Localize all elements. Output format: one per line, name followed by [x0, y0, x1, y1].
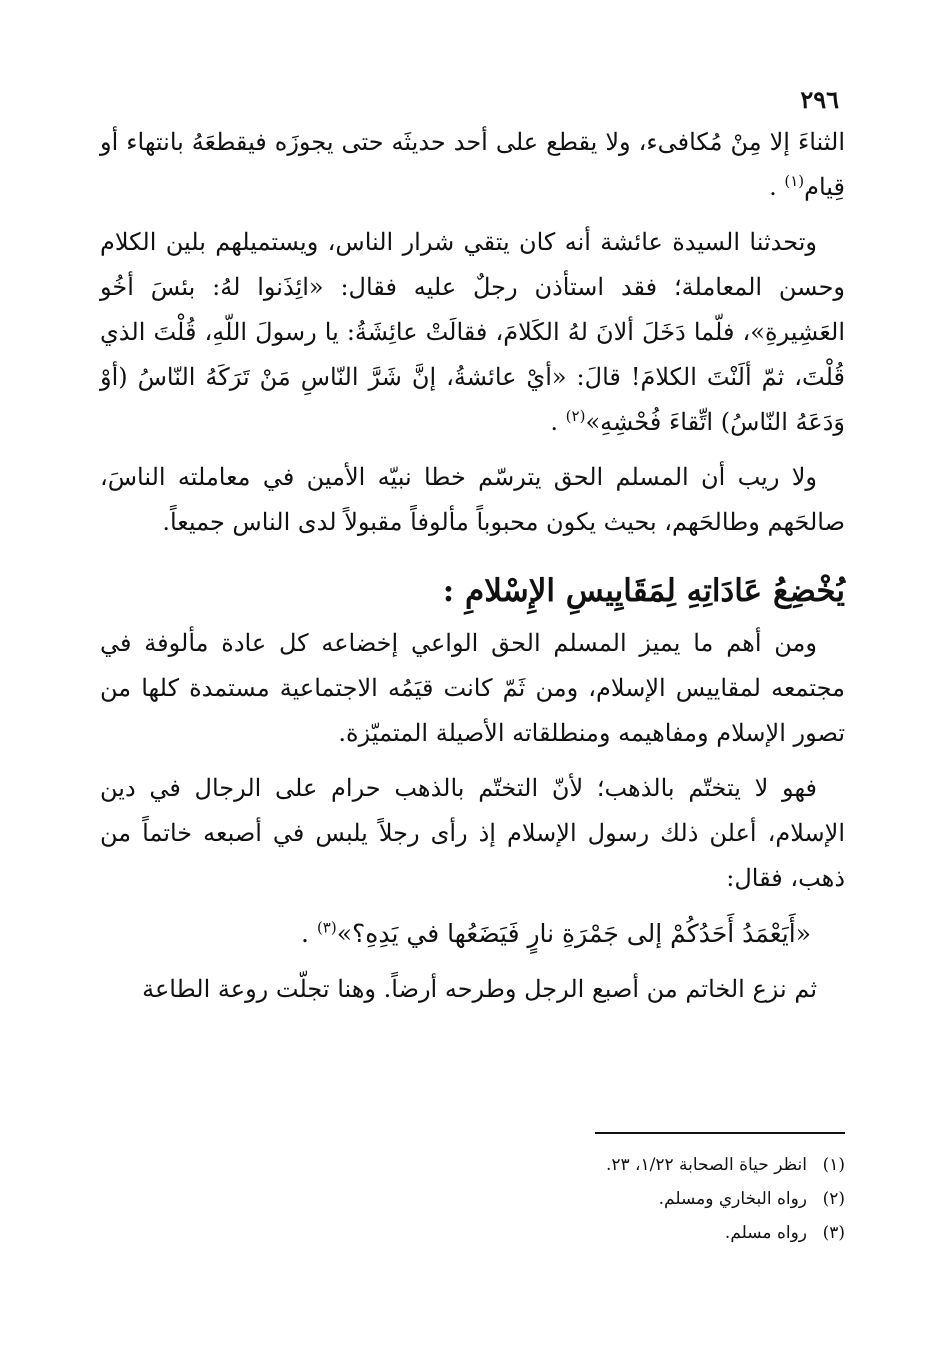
footnotes — [100, 1132, 845, 1250]
paragraph-6 — [100, 967, 845, 1012]
page-number: ٢٩٦ — [800, 85, 839, 114]
footnote-ref: (١) — [784, 172, 805, 190]
footnote-2 — [100, 1182, 845, 1216]
footnote-number: (١) — [822, 1155, 845, 1175]
footnote-divider — [595, 1132, 845, 1134]
paragraph-text: فهو لا يتختّم بالذهب؛ لأنّ التختّم بالذهب حرام على الرجال في دين الإسلام، أعلن ذلك رسول الإسلام إذ رأى رجلاً يلبس في أصبعه خاتماً من ذهب، فقال: — [100, 774, 845, 892]
paragraph-text: ومن أهم ما يميز المسلم الحق الواعي إخضاعه كل عادة مألوفة في مجتمعه لمقاييس الإسلام، ومن ثَمّ كانت قيَمُه الاجتماعية مستمدة كلها من تصور الإسلام ومفاهيمه ومنطلقاته الأصيلة المتميّزة. — [100, 629, 845, 747]
paragraph-end: . — [769, 173, 785, 201]
paragraph-4 — [100, 621, 845, 756]
paragraph-1 — [100, 120, 845, 210]
paragraph-text: وتحدثنا السيدة عائشة أنه كان يتقي شرار الناس، ويستميلهم بلين الكلام وحسن المعاملة؛ فقد استأذن رجلٌ عليه فقال: «ائِذَنوا لهُ: بئسَ أخُو العَشِيرةِ»، فلّما دَخَلَ ألانَ لهُ الكَلامَ، فقالَتْ عائِشَةُ: يا رسولَ اللّهِ، قُلْتَ الذي قُلْتَ، ثمّ ألَنْتَ الكلامَ! قالَ: «أيْ عائشةُ، إنَّ شَرَّ النّاسِ مَنْ تَرَكَهُ النّاسُ (أوْ وَدَعَهُ النّاسُ) اتِّقاءَ فُحْشِهِ» — [100, 228, 845, 436]
paragraph-2 — [100, 220, 845, 445]
footnote-3 — [100, 1216, 845, 1250]
paragraph-text: ولا ريب أن المسلم الحق يترسّم خطا نبيّه الأمين في معاملته الناسَ، صالحَهم وطالحَهم، بحيث يكون محبوباً مألوفاً مقبولاً لدى الناس جميعاً. — [100, 463, 845, 536]
paragraph-3 — [100, 455, 845, 545]
footnote-1 — [100, 1148, 845, 1182]
quote-text: «أَيَعْمَدُ أَحَدُكُمْ إلى جَمْرَةِ نارٍ فَيَضَعُها في يَدِهِ؟» — [336, 919, 811, 948]
paragraph-end: . — [550, 408, 566, 436]
footnote-number: (٣) — [822, 1223, 845, 1243]
footnote-ref: (٣) — [316, 918, 337, 937]
paragraph-text: الثناءَ إلا مِنْ مُكافىء، ولا يقطع على أحد حديثَه حتى يجوزَه فيقطعَهُ بانتهاء أو قِيام — [100, 128, 845, 201]
book-page — [100, 80, 845, 1022]
footnote-text: انظر حياة الصحابة ١/٢٢، ٢٣. — [605, 1155, 807, 1175]
footnote-text: رواه مسلم. — [724, 1223, 807, 1243]
footnote-text: رواه البخاري ومسلم. — [658, 1189, 807, 1209]
section-heading: يُخْضِعُ عَادَاتِهِ لِمَقَايِيسِ الإِسْلامِ : — [442, 573, 845, 609]
paragraph-5 — [100, 766, 845, 901]
footnote-number: (٢) — [822, 1189, 845, 1209]
footnote-ref: (٢) — [565, 407, 586, 425]
paragraph-text: ثم نزع الخاتم من أصبع الرجل وطرحه أرضاً. وهنا تجلّت روعة الطاعة — [142, 975, 817, 1003]
hadith-quote — [100, 911, 811, 957]
quote-end: . — [301, 919, 317, 948]
